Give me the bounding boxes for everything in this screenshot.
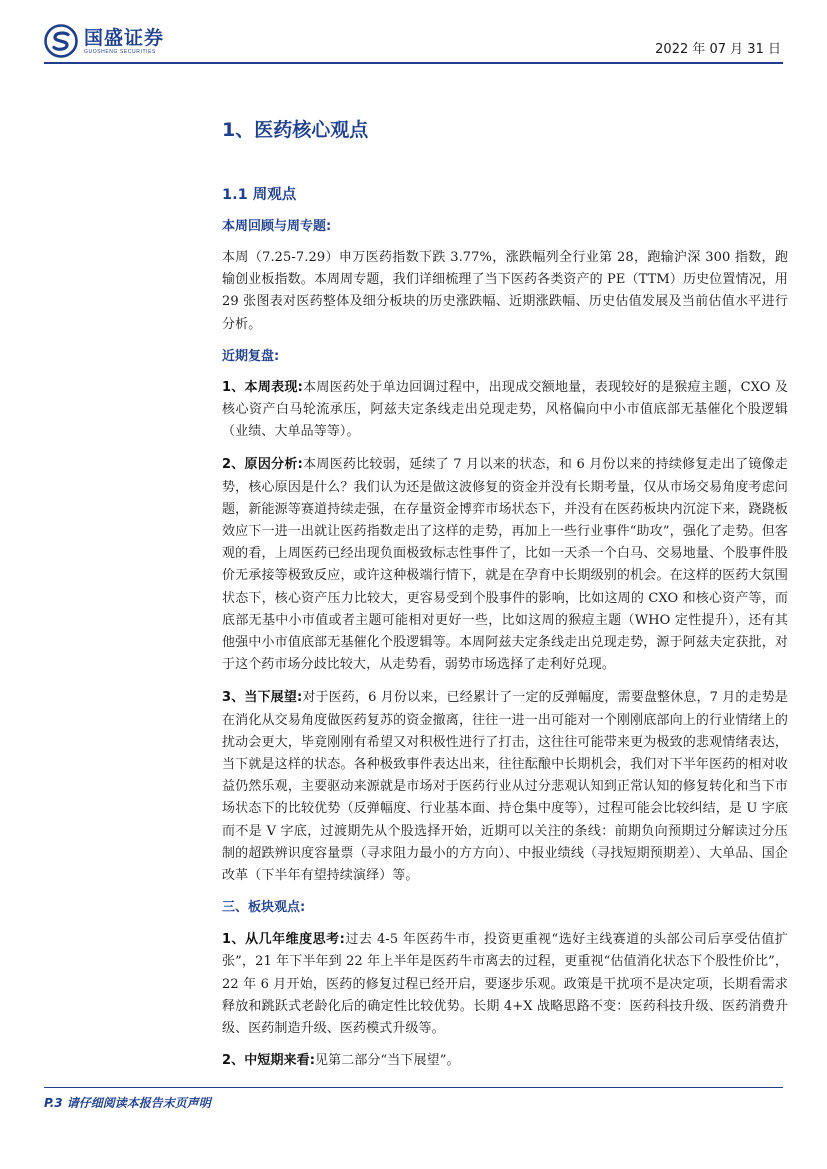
recap-item-3-text: 对于医药，6 月份以来，已经累计了一定的反弹幅度，需要盘整休息，7 月的走势是在消化从交易角度做医药复苏的资金撤离，往往一进一出可能对一个刚刚底部向上的行业情绪上的扰动会更大，毕竟刚刚有希望又对积极性进行了打击，这往往可能带来更为极致的悲观情绪表达，当下就是这样的状态。各种极致事件表达出来，往往酝酿中长期机会，我们对下半年医药的相对收益仍然乐观，主要驱动来源就是市场对于医药行业从过分悲观认知到正常认知的修复转化和当下市场状态下的比较优势（反弹幅度、行业基本面、持仓集中度等），过程可能会比较纠结，是 U 字底而不是 V 字底，过渡期先从个股选择开始，近期可以关注的条线：前期负向预期过分解读过分压制的超跌辨识度容量票（寻求阻力最小的方方向）、中报业绩线（寻找短期预期差）、大单品、国企改革（下半年有望持续演绎）等。 bbox=[222, 690, 788, 884]
logo-chinese-name: 国盛证券 bbox=[84, 26, 165, 49]
report-body bbox=[222, 115, 788, 1073]
header-divider bbox=[44, 62, 783, 64]
logo-english-name: GUOSHENG SECURITIES bbox=[84, 48, 156, 55]
page-footer: P.3 请仔细阅读本报告末页声明 bbox=[44, 1096, 211, 1110]
recap-heading: 近期复盘: bbox=[222, 348, 280, 364]
company-logo bbox=[44, 24, 164, 58]
sector-item-2-text: 见第二部分“当下展望”。 bbox=[315, 1053, 460, 1069]
review-heading: 本周回顾与周专题: bbox=[222, 219, 332, 234]
sector-item-1-text: 过去 4-5 年医药牛市，投资更重视“选好主线赛道的头部公司后享受估值扩张”，21 年下半年到 22 年上半年是医药牛市离去的过程，更重视“估值消化状态下个股性价比”，22 年 6 月开始，医药的修复过程已经开启，要逐步乐观。政策是干扰项不是决定项，长期看需求释放和跳跃式老龄化后的确定性比较优势。长期 4+X 战略思路不变：医药科技升级、医药消费升级、医药制造升级、医药模式升级等。 bbox=[222, 932, 788, 1037]
sector-heading: 三、板块观点: bbox=[222, 900, 306, 916]
review-paragraph: 本周（7.25-7.29）申万医药指数下跌 3.77%，涨跌幅列全行业第 28，跑输沪深 300 指数，跑输创业板指数。本周周专题，我们详细梳理了当下医药各类资产的 PE（TTM）历史位置情况，用 29 张图表对医药整体及细分板块的历史涨跌幅、近期涨跌幅、历史估值发展及当前估值水平进行分析。 bbox=[222, 250, 788, 332]
sector-item-2 bbox=[222, 1050, 788, 1072]
recap-item-1 bbox=[222, 377, 788, 444]
recap-item-3 bbox=[222, 687, 788, 887]
recap-item-1-text: 本周医药处于单边回调过程中，出现成交额地量，表现较好的是猴痘主题，CXO 及核心资产白马轮流承压，阿兹夫定条线走出兑现走势，风格偏向中小市值底部无基催化个股逻辑（业绩、大单品等等）。 bbox=[222, 379, 788, 440]
recap-item-2 bbox=[222, 454, 788, 676]
recap-item-3-label: 3、当下展望: bbox=[222, 690, 303, 706]
guosheng-logo-icon bbox=[44, 24, 78, 58]
sector-item-1 bbox=[222, 929, 788, 1040]
report-date: 2022 年 07 月 31 日 bbox=[655, 42, 781, 57]
recap-item-2-label: 2、原因分析: bbox=[222, 457, 303, 473]
sector-item-2-label: 2、中短期来看: bbox=[222, 1053, 316, 1069]
page-header bbox=[0, 0, 827, 70]
sector-item-1-label: 1、从几年维度思考: bbox=[222, 932, 345, 948]
footer-divider bbox=[44, 1087, 783, 1088]
recap-item-1-label: 1、本周表现: bbox=[222, 379, 303, 395]
subsection-title: 1.1 周观点 bbox=[222, 187, 297, 203]
section-title: 1、医药核心观点 bbox=[222, 119, 369, 141]
recap-item-2-text: 本周医药比较弱，延续了 7 月以来的状态，和 6 月份以来的持续修复走出了镜像走势，核心原因是什么？我们认为还是做这波修复的资金并没有长期考量，仅从市场交易角度考虑问题，新能源等赛道持续走强，在存量资金博弈市场状态下，并没有在医药板块内沉淀下来，跷跷板效应下一进一出就让医药指数走出了这样的走势，再加上一些行业事件“助攻”，强化了走势。但客观的看，上周医药已经出现负面极致标志性事件了，比如一天杀一个白马、交易地量、个股事件股价无承接等极致反应，或许这种极端行情下，就是在孕育中长期级别的机会。在这样的医药大氛围状态下，核心资产压力比较大，更容易受到个股事件的影响，比如这周的 CXO 和核心资产等，而底部无基中小市值或者主题可能相对更好一些，比如这周的猴痘主题（WHO 定性提升），还有其他强中小市值底部无基催化个股逻辑等。本周阿兹夫定条线走出兑现走势，源于阿兹夫定获批，对于这个药市场分歧比较大，从走势看，弱势市场选择了走利好兑现。 bbox=[222, 457, 788, 673]
